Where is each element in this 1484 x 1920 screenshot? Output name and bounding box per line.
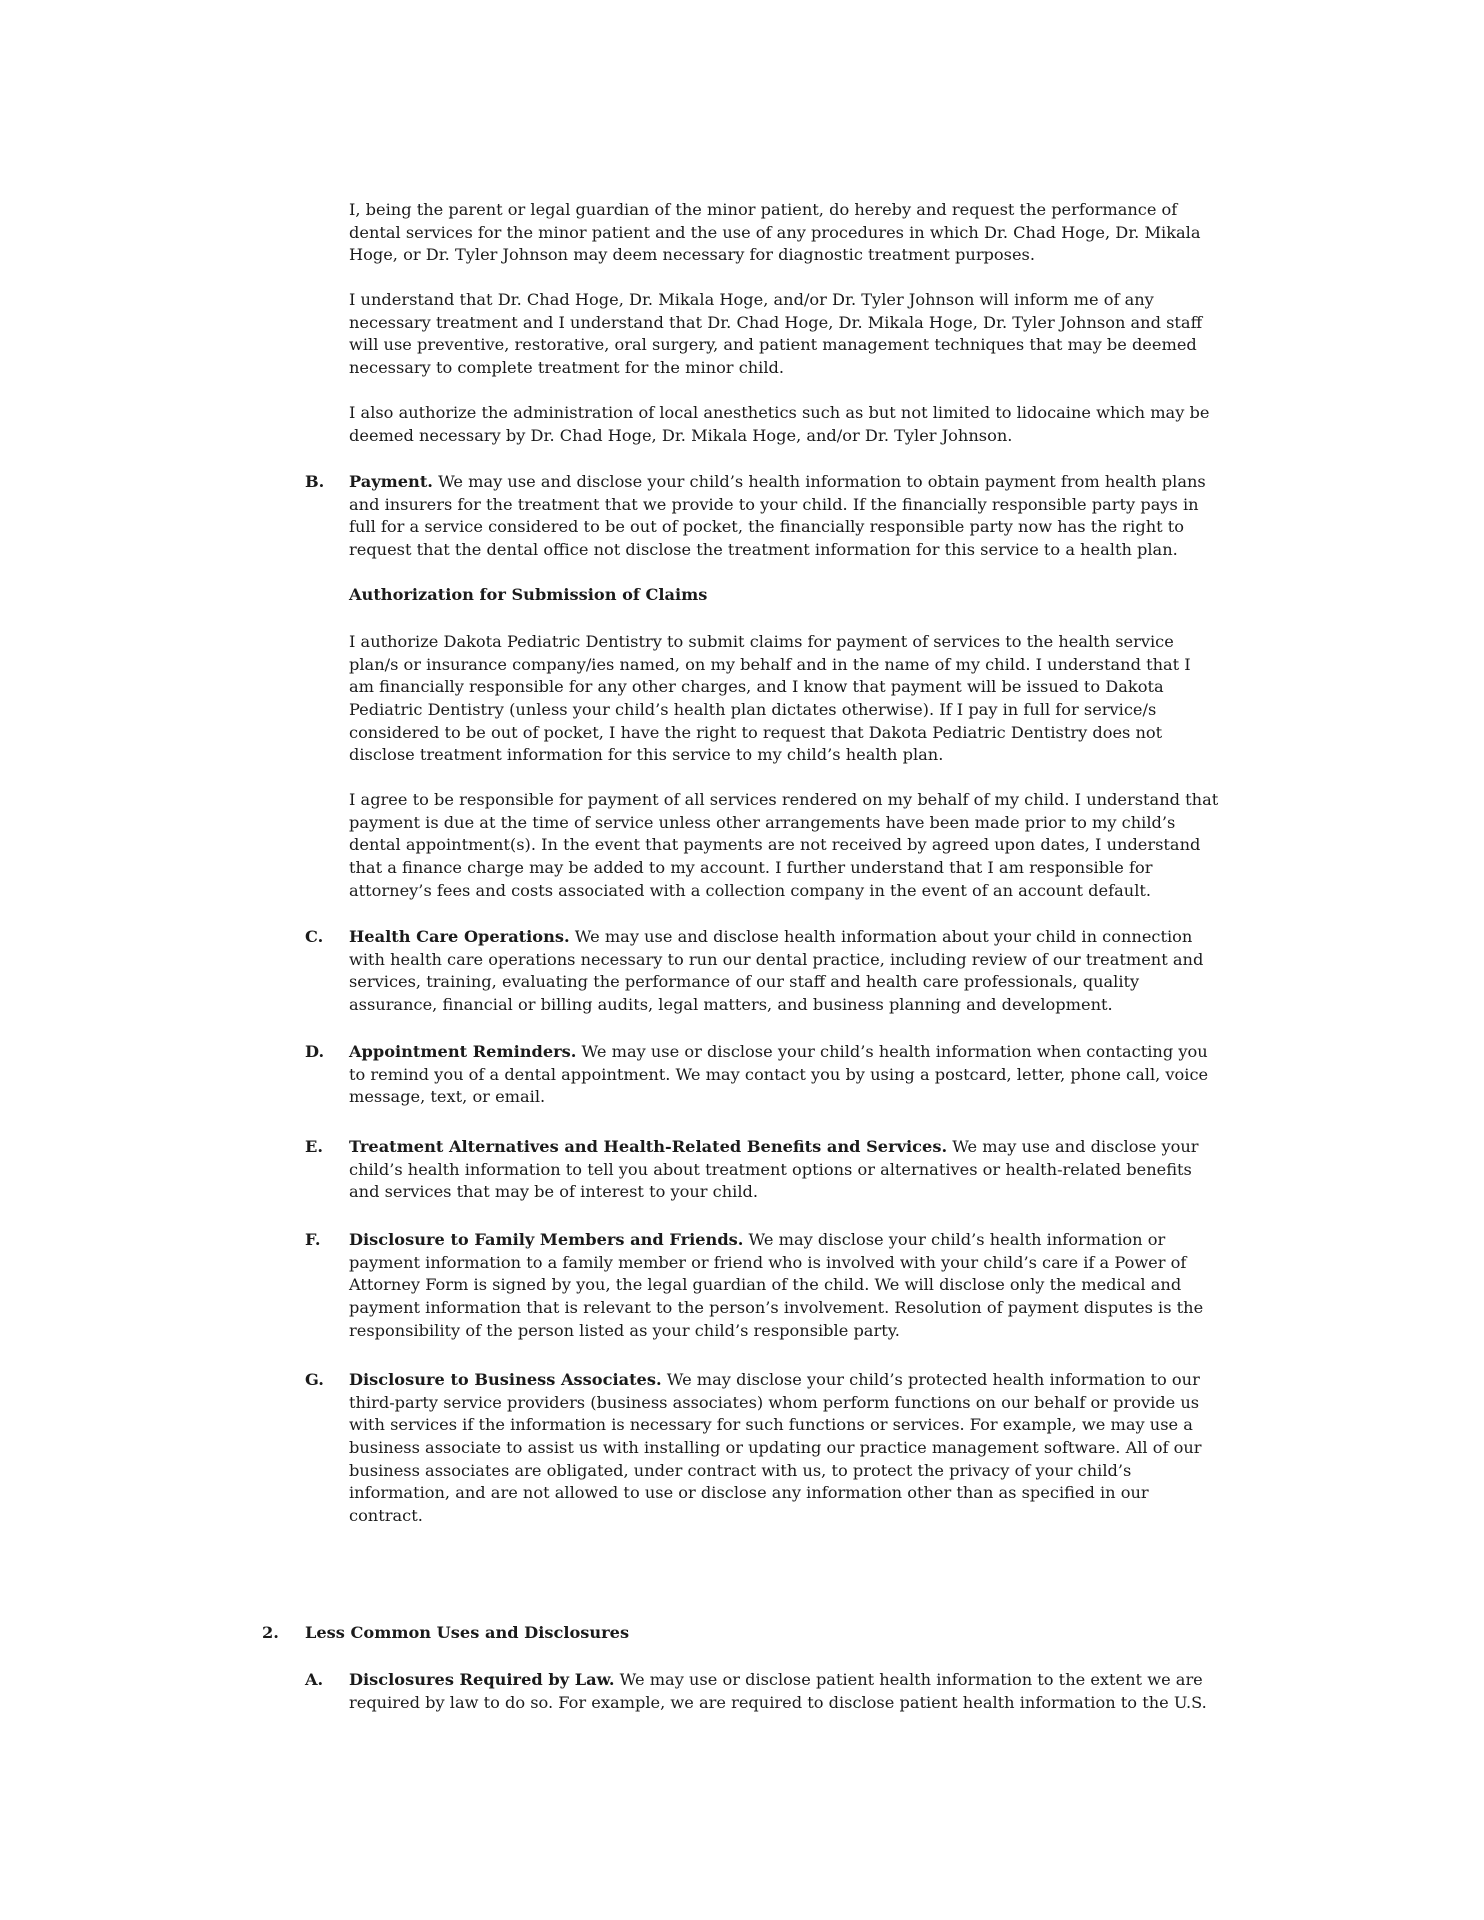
section-heading: Less Common Uses and Disclosures bbox=[305, 1623, 630, 1642]
item-title: Disclosures Required by Law. bbox=[349, 1670, 615, 1689]
text-line: am financially responsible for any other charges, and I know that payment will be issued to Dakota bbox=[349, 677, 1164, 697]
item-title: Treatment Alternatives and Health-Related Benefits and Services. bbox=[349, 1137, 948, 1156]
text-line: business associates are obligated, under contract with us, to protect the privacy of your child’s bbox=[349, 1460, 1132, 1480]
text-line: and insurers for the treatment that we provide to your child. If the financially responsible party pays in bbox=[349, 494, 1199, 514]
text-line: We may disclose your child’s health information or bbox=[743, 1230, 1166, 1249]
text-line: Pediatric Dentistry (unless your child’s health plan dictates otherwise). If I pay in full for service/s bbox=[349, 700, 1157, 720]
item-title: Disclosure to Business Associates. bbox=[349, 1370, 662, 1389]
section-number: 2. bbox=[262, 1623, 279, 1642]
item-b-payment bbox=[305, 471, 1206, 562]
item-marker: B. bbox=[305, 472, 325, 491]
text-line: contract. bbox=[349, 1506, 423, 1526]
text-line: disclose treatment information for this service to my child’s health plan. bbox=[349, 745, 944, 765]
text-line: I also authorize the administration of local anesthetics such as but not limited to lidocaine which may be bbox=[349, 403, 1210, 422]
intro-paragraph-3 bbox=[349, 402, 1209, 447]
text-line: dental services for the minor patient and the use of any procedures in which Dr. Chad Hoge, Dr. Mikala bbox=[349, 222, 1201, 242]
text-line: We may use and disclose your child’s health information to obtain payment from health plans bbox=[432, 472, 1206, 491]
intro-paragraph-1 bbox=[349, 199, 1201, 267]
item-marker: F. bbox=[305, 1230, 321, 1249]
item-c-health-care-operations bbox=[305, 926, 1204, 1017]
text-line: We may use or disclose your child’s health information when contacting you bbox=[576, 1042, 1208, 1061]
text-line: We may use and disclose health information about your child in connection bbox=[569, 927, 1193, 946]
text-line: with health care operations necessary to run our dental practice, including review of our treatment and bbox=[349, 949, 1204, 969]
text-line: third-party service providers (business associates) whom perform functions on our behalf or provide us bbox=[349, 1392, 1200, 1412]
text-line: business associate to assist us with installing or updating our practice management software. All of our bbox=[349, 1438, 1202, 1458]
item-marker: C. bbox=[305, 927, 324, 946]
item-e-treatment-alternatives bbox=[305, 1136, 1199, 1204]
item-title: Health Care Operations. bbox=[349, 927, 570, 946]
text-line: Hoge, or Dr. Tyler Johnson may deem necessary for diagnostic treatment purposes. bbox=[349, 245, 1035, 265]
item-marker: E. bbox=[305, 1137, 323, 1156]
text-line: to remind you of a dental appointment. We may contact you by using a postcard, letter, phone call, voice bbox=[349, 1064, 1209, 1084]
text-line: plan/s or insurance company/ies named, on my behalf and in the name of my child. I understand that I bbox=[349, 654, 1191, 674]
item-d-appointment-reminders bbox=[305, 1041, 1209, 1109]
text-line: required by law to do so. For example, we are required to disclose patient health information to the U.S. bbox=[349, 1692, 1207, 1712]
text-line: full for a service considered to be out of pocket, the financially responsible party now has the right to bbox=[349, 517, 1185, 537]
text-line: dental appointment(s). In the event that payments are not received by agreed upon dates, I understand bbox=[349, 835, 1201, 855]
text-line: deemed necessary by Dr. Chad Hoge, Dr. Mikala Hoge, and/or Dr. Tyler Johnson. bbox=[349, 425, 1013, 445]
text-line: message, text, or email. bbox=[349, 1087, 546, 1107]
text-line: and services that may be of interest to your child. bbox=[349, 1182, 759, 1202]
item-title: Appointment Reminders. bbox=[349, 1042, 577, 1061]
subheading-authorization-claims: Authorization for Submission of Claims bbox=[349, 585, 708, 604]
text-line: Attorney Form is signed by you, the legal guardian of the child. We will disclose only the medical and bbox=[349, 1275, 1182, 1295]
text-line: payment information that is relevant to the person’s involvement. Resolution of payment disputes is the bbox=[349, 1298, 1204, 1318]
text-line: I, being the parent or legal guardian of the minor patient, do hereby and request the performance of bbox=[349, 200, 1178, 219]
text-line: payment information to a family member or friend who is involved with your child’s care if a Power of bbox=[349, 1252, 1187, 1272]
item-marker: G. bbox=[305, 1370, 324, 1389]
text-line: We may disclose your child’s protected health information to our bbox=[661, 1370, 1200, 1389]
text-line: assurance, financial or billing audits, legal matters, and business planning and development. bbox=[349, 995, 1113, 1015]
intro-paragraph-2 bbox=[349, 289, 1202, 380]
text-line: I agree to be responsible for payment of all services rendered on my behalf of my child. I understand that bbox=[349, 790, 1219, 809]
item-f-family-friends bbox=[305, 1229, 1204, 1342]
item-marker: A. bbox=[305, 1670, 324, 1689]
text-line: necessary treatment and I understand that Dr. Chad Hoge, Dr. Mikala Hoge, Dr. Tyler Johnson and staff bbox=[349, 312, 1203, 332]
text-line: I understand that Dr. Chad Hoge, Dr. Mikala Hoge, and/or Dr. Tyler Johnson will inform me of any bbox=[349, 290, 1154, 309]
text-line: We may use or disclose patient health information to the extent we are bbox=[614, 1670, 1203, 1689]
text-line: attorney’s fees and costs associated with a collection company in the event of an account default. bbox=[349, 880, 1152, 900]
item-title: Disclosure to Family Members and Friends. bbox=[349, 1230, 744, 1249]
item-g-business-associates bbox=[305, 1369, 1202, 1528]
text-line: services, training, evaluating the performance of our staff and health care professionals, quality bbox=[349, 972, 1140, 992]
text-line: request that the dental office not disclose the treatment information for this service to a health plan. bbox=[349, 540, 1178, 560]
text-line: that a finance charge may be added to my account. I further understand that I am responsible for bbox=[349, 858, 1153, 878]
item-title: Payment. bbox=[349, 472, 433, 491]
authorization-paragraph-1 bbox=[349, 631, 1191, 767]
text-line: responsibility of the person listed as your child’s responsible party. bbox=[349, 1320, 900, 1340]
authorization-paragraph-2 bbox=[349, 789, 1218, 902]
text-line: child’s health information to tell you about treatment options or alternatives or health-related benefits bbox=[349, 1159, 1192, 1179]
text-line: payment is due at the time of service unless other arrangements have been made prior to my child’s bbox=[349, 812, 1176, 832]
text-line: with services if the information is necessary for such functions or services. For example, we may use a bbox=[349, 1415, 1193, 1435]
item-marker: D. bbox=[305, 1042, 325, 1061]
text-line: will use preventive, restorative, oral surgery, and patient management techniques that may be deemed bbox=[349, 335, 1197, 355]
text-line: I authorize Dakota Pediatric Dentistry to submit claims for payment of services to the health service bbox=[349, 632, 1174, 651]
item-2a-disclosures-required-by-law bbox=[305, 1669, 1207, 1714]
text-line: information, and are not allowed to use or disclose any information other than as specified in our bbox=[349, 1483, 1149, 1503]
text-line: We may use and disclose your bbox=[947, 1137, 1199, 1156]
text-line: considered to be out of pocket, I have the right to request that Dakota Pediatric Dentistry does not bbox=[349, 722, 1163, 742]
text-line: necessary to complete treatment for the minor child. bbox=[349, 358, 785, 378]
